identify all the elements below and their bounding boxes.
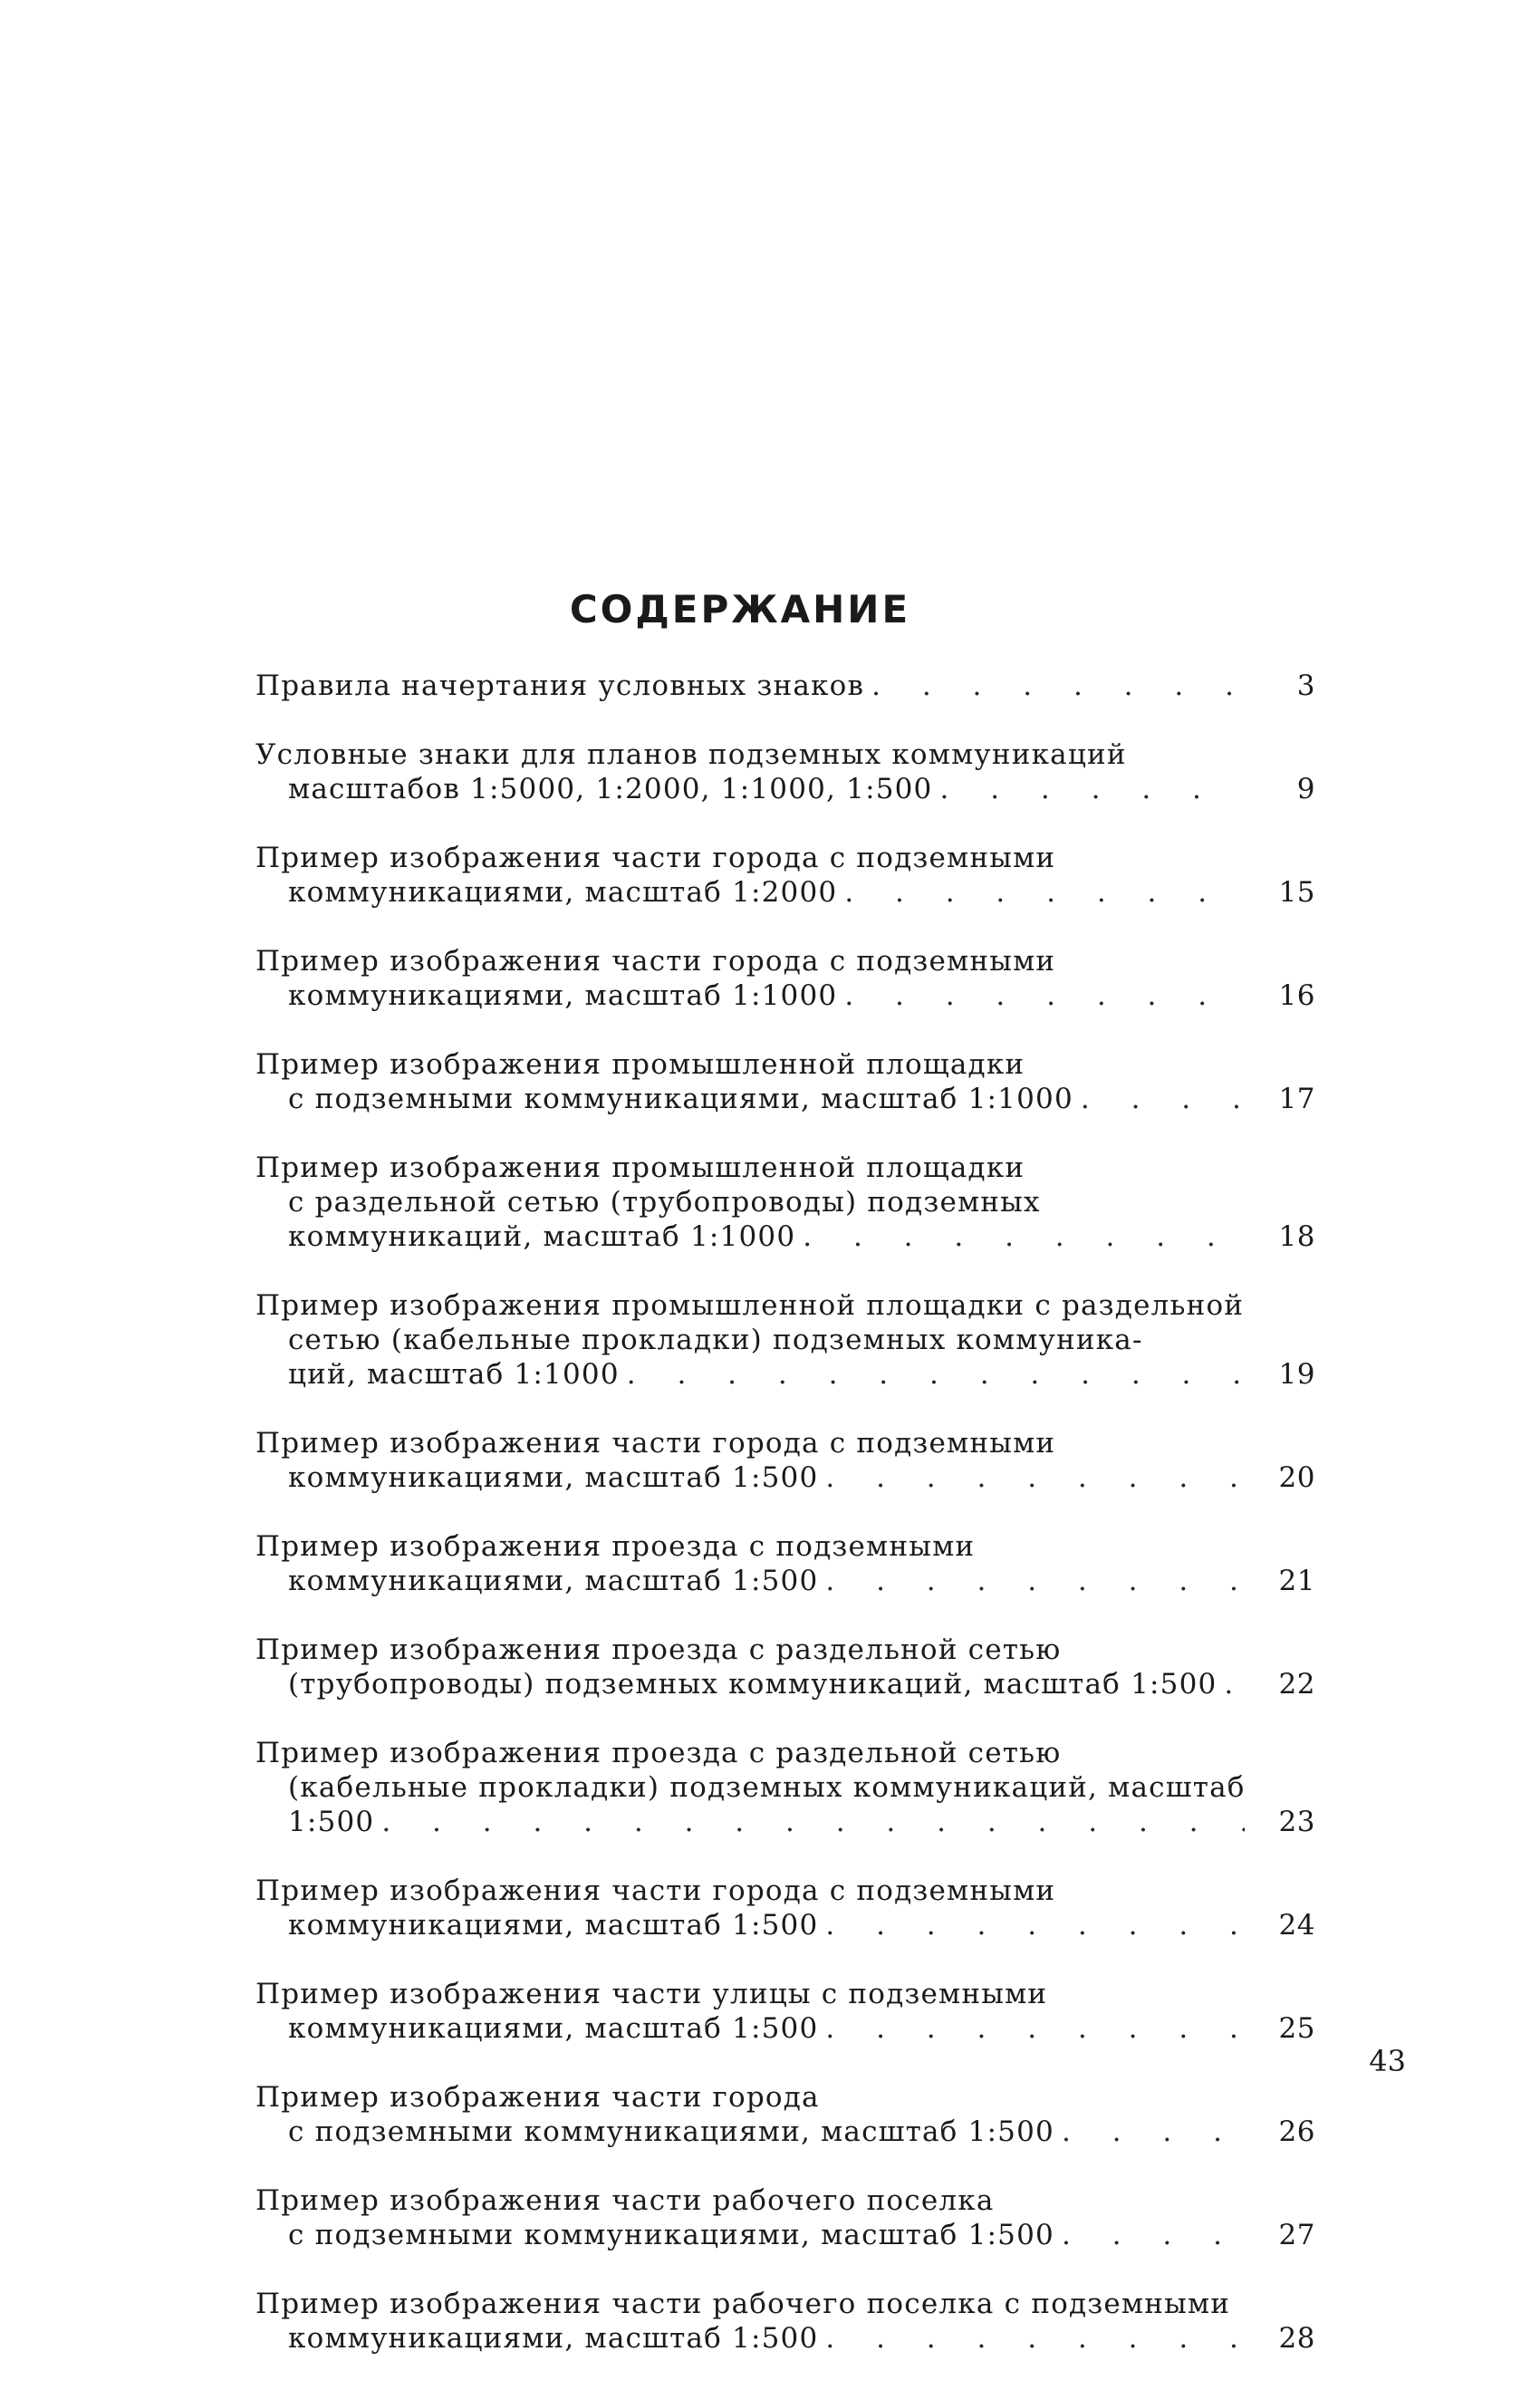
toc-entry [255, 669, 1315, 703]
toc-entry-line: Пример изображения части города с подземными [255, 842, 1056, 874]
toc-entry-last-line [255, 2321, 1315, 2356]
toc-entry-page: 16 [1278, 979, 1315, 1012]
dot-leader [627, 1357, 1245, 1392]
dot-leader [844, 978, 1245, 1013]
dot-leader [825, 1564, 1245, 1598]
toc-entry-page: 22 [1278, 1668, 1315, 1701]
toc-entry-line: коммуникациями, масштаб 1:500 [288, 1461, 819, 1494]
toc-entry [255, 841, 1315, 910]
toc-entry-last-line [255, 2011, 1315, 2046]
toc-entry-page: 17 [1278, 1083, 1315, 1115]
toc-entry-last-line [255, 1357, 1315, 1392]
toc-entry-line: Пример изображения части улицы с подземными [255, 1978, 1048, 2010]
dot-leader [803, 1219, 1245, 1254]
dot-leader [1062, 2218, 1245, 2252]
toc-entry [255, 944, 1315, 1013]
toc-entry-page: 24 [1278, 1909, 1315, 1942]
toc-entry-line: 1:500 [288, 1806, 375, 1838]
toc-entry-last-line [255, 1908, 1315, 1942]
toc-entry-line: Пример изображения части города с подземными [255, 1427, 1056, 1460]
toc-entry-last-line [255, 1805, 1315, 1839]
toc-entry-last-line [255, 772, 1315, 806]
toc-entry [255, 737, 1315, 806]
toc-entry-line: Пример изображения промышленной площадки с раздельной [255, 1289, 1245, 1322]
toc-entry-page: 9 [1296, 773, 1315, 805]
toc-entry-line: Пример изображения проезда с раздельной сетью [255, 1633, 1062, 1666]
toc-entry-last-line [255, 1564, 1315, 1598]
toc-entry-line: (кабельные прокладки) подземных коммуникаций, масштаб [288, 1771, 1246, 1804]
toc-entry-line: коммуникациями, масштаб 1:500 [288, 2012, 819, 2045]
toc-entry-line: Правила начертания условных знаков [255, 670, 865, 702]
toc-entry-line: с подземными коммуникациями, масштаб 1:500 [288, 2219, 1054, 2251]
toc-entry-last-line [255, 875, 1315, 910]
toc-entry-page: 28 [1278, 2322, 1315, 2355]
toc-entry-line: коммуникациями, масштаб 1:500 [288, 1565, 819, 1597]
page-number: 43 [1369, 2044, 1406, 2078]
table-of-contents [255, 669, 1315, 2390]
dot-leader [381, 1805, 1245, 1839]
toc-entry-line: с подземными коммуникациями, масштаб 1:500 [288, 2115, 1054, 2148]
toc-entry-last-line [255, 1667, 1315, 1701]
toc-entry-line: Пример изображения промышленной площадки [255, 1048, 1025, 1081]
toc-entry-line: Пример изображения промышленной площадки [255, 1152, 1025, 1184]
toc-entry-page: 18 [1278, 1220, 1315, 1253]
toc-entry-line: Пример изображения части города с подземными [255, 1874, 1056, 1907]
toc-entry [255, 2080, 1315, 2149]
toc-entry-line: Условные знаки для планов подземных коммуникаций [255, 738, 1127, 771]
dot-leader [1081, 1082, 1245, 1116]
toc-entry-page: 21 [1278, 1565, 1315, 1597]
dot-leader [1224, 1667, 1245, 1701]
toc-entry [255, 1529, 1315, 1598]
toc-entry-page: 19 [1278, 1358, 1315, 1391]
toc-entry-last-line [255, 2115, 1315, 2149]
toc-entry-line: ций, масштаб 1:1000 [288, 1358, 620, 1391]
toc-entry-line: сетью (кабельные прокладки) подземных коммуника- [288, 1324, 1143, 1356]
toc-entry-last-line [255, 2218, 1315, 2252]
toc-entry [255, 1977, 1315, 2046]
toc-entry-line: (трубопроводы) подземных коммуникаций, масштаб 1:500 [288, 1668, 1218, 1701]
toc-entry [255, 1151, 1315, 1254]
toc-entry [255, 1736, 1315, 1839]
toc-entry-last-line [255, 1082, 1315, 1116]
toc-entry-page: 23 [1278, 1806, 1315, 1838]
toc-entry-page: 25 [1278, 2012, 1315, 2045]
toc-entry [255, 1874, 1315, 1942]
dot-leader [825, 2321, 1245, 2356]
toc-entry-line: с раздельной сетью (трубопроводы) подземных [288, 1186, 1041, 1219]
toc-entry-page: 15 [1278, 876, 1315, 909]
toc-entry-line: Пример изображения части рабочего поселка [255, 2184, 995, 2217]
toc-entry [255, 1426, 1315, 1495]
toc-entry-line: Пример изображения проезда с подземными [255, 1530, 976, 1563]
toc-entry-line: с подземными коммуникациями, масштаб 1:1000 [288, 1083, 1073, 1115]
toc-entry-line: масштабов 1:5000, 1:2000, 1:1000, 1:500 [288, 773, 933, 805]
toc-entry-line: коммуникациями, масштаб 1:1000 [288, 979, 838, 1012]
toc-entry-last-line [255, 1219, 1315, 1254]
toc-entry-last-line [255, 1460, 1315, 1495]
toc-entry [255, 1633, 1315, 1701]
dot-leader [1062, 2115, 1245, 2149]
toc-entry-line: коммуникациями, масштаб 1:500 [288, 1909, 819, 1942]
toc-entry-page: 26 [1278, 2115, 1315, 2148]
dot-leader [939, 772, 1245, 806]
toc-entry-line: коммуникациями, масштаб 1:500 [288, 2322, 819, 2355]
toc-entry-page: 20 [1278, 1461, 1315, 1494]
toc-title: СОДЕРЖАНИЕ [569, 587, 911, 631]
toc-entry [255, 1288, 1315, 1392]
dot-leader [825, 1908, 1245, 1942]
toc-entry [255, 1047, 1315, 1116]
toc-entry-line: Пример изображения части города [255, 2081, 820, 2114]
dot-leader [871, 669, 1245, 703]
dot-leader [825, 2011, 1245, 2046]
toc-entry [255, 2287, 1315, 2356]
toc-entry-line: Пример изображения проезда с раздельной сетью [255, 1737, 1062, 1769]
toc-entry [255, 2183, 1315, 2252]
toc-entry-line: Пример изображения части рабочего поселка с подземными [255, 2288, 1231, 2320]
toc-entry-last-line [255, 669, 1315, 703]
dot-leader [844, 875, 1245, 910]
toc-entry-last-line [255, 978, 1315, 1013]
dot-leader [825, 1460, 1245, 1495]
toc-entry-page: 3 [1296, 670, 1315, 702]
toc-entry-line: коммуникаций, масштаб 1:1000 [288, 1220, 796, 1253]
toc-entry-line: коммуникациями, масштаб 1:2000 [288, 876, 838, 909]
toc-entry-line: Пример изображения части города с подземными [255, 945, 1056, 978]
toc-entry-page: 27 [1278, 2219, 1315, 2251]
